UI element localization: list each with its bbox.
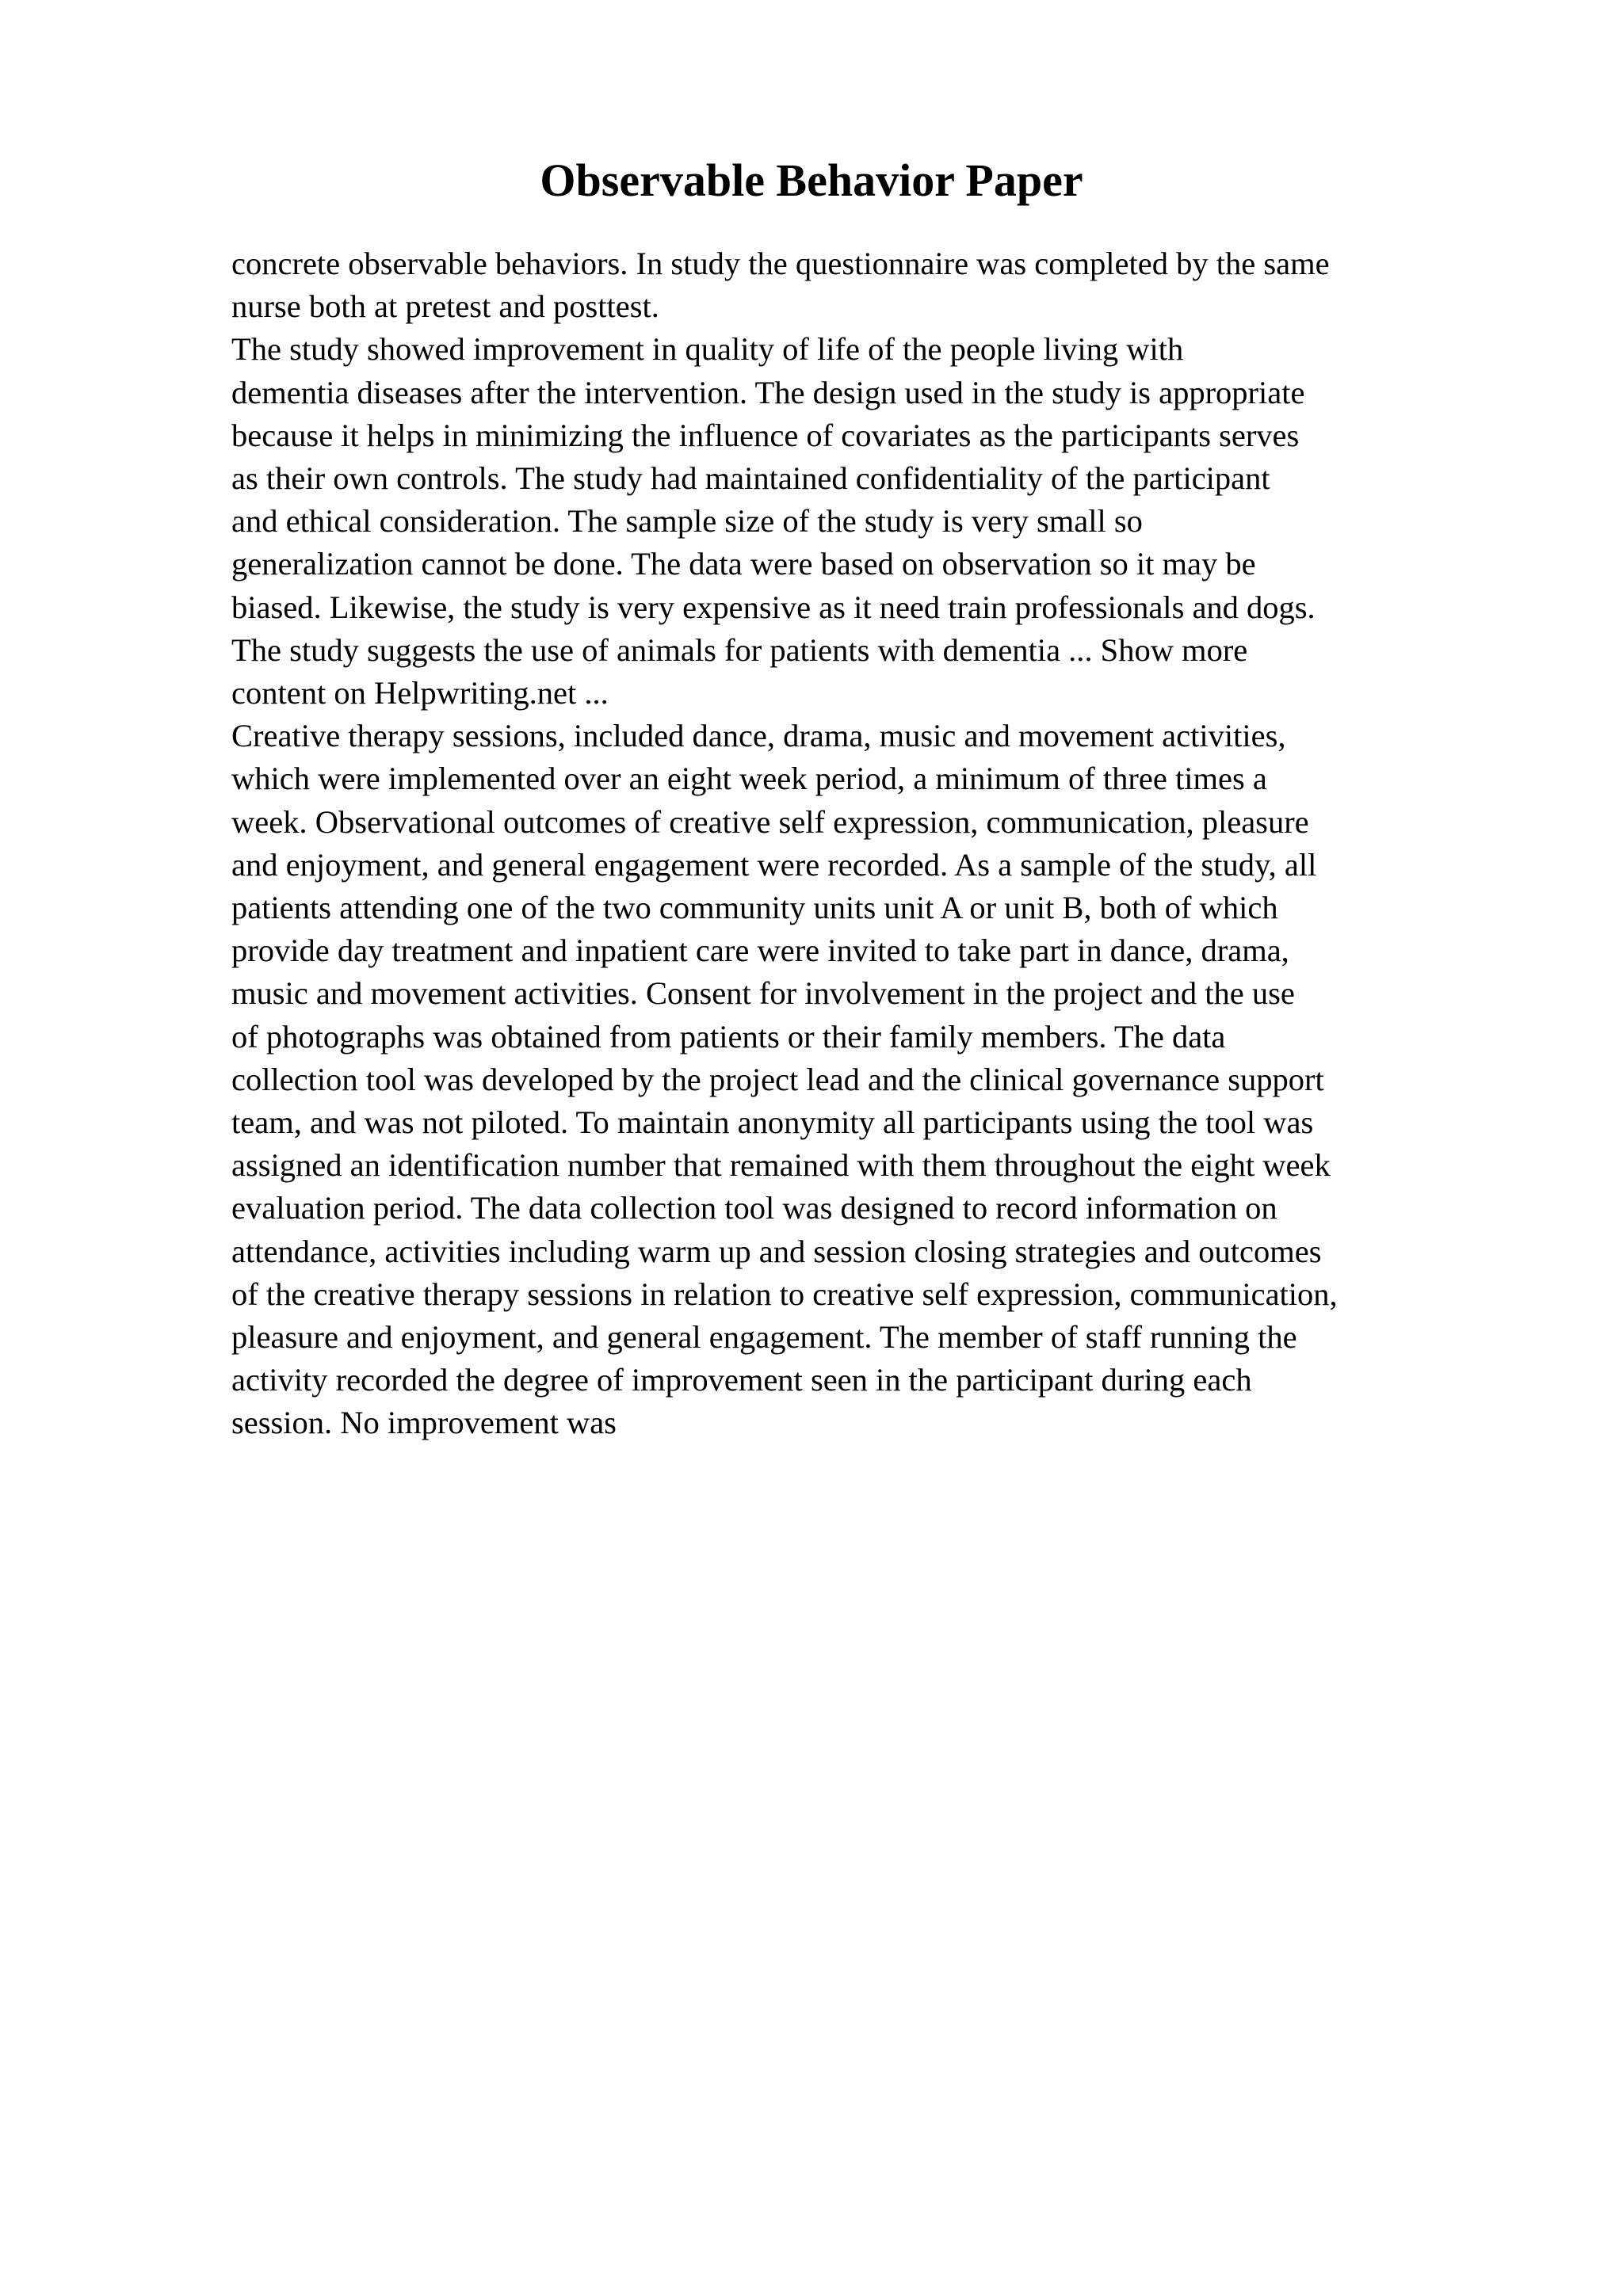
text-line: nurse both at pretest and posttest. <box>231 288 659 325</box>
text-line: because it helps in minimizing the influence of covariates as the participants serves <box>231 417 1300 453</box>
text-line: week. Observational outcomes of creative self expression, communication, pleasure <box>231 803 1309 840</box>
text-line: dementia diseases after the intervention. The design used in the study is appropriate <box>231 374 1305 410</box>
text-line: collection tool was developed by the project lead and the clinical governance support <box>231 1061 1324 1097</box>
text-line: activity recorded the degree of improvement seen in the participant during each <box>231 1362 1252 1398</box>
text-line: of photographs was obtained from patients or their family members. The data <box>231 1018 1226 1055</box>
text-line: evaluation period. The data collection tool was designed to record information on <box>231 1190 1277 1226</box>
text-line: which were implemented over an eight week period, a minimum of three times a <box>231 761 1267 797</box>
text-line: of the creative therapy sessions in relation to creative self expression, communication, <box>231 1276 1338 1312</box>
text-line: Creative therapy sessions, included dance, drama, music and movement activities, <box>231 718 1286 754</box>
page-title: Observable Behavior Paper <box>540 154 1083 206</box>
text-line: session. No improvement was <box>231 1405 617 1441</box>
text-line: provide day treatment and inpatient care were invited to take part in dance, drama, <box>231 933 1289 969</box>
text-line: The study showed improvement in quality of life of the people living with <box>231 331 1184 368</box>
text-line: patients attending one of the two community units unit A or unit B, both of which <box>231 890 1278 926</box>
text-line: pleasure and enjoyment, and general engagement. The member of staff running the <box>231 1319 1297 1356</box>
text-line: music and movement activities. Consent for involvement in the project and the use <box>231 975 1295 1012</box>
text-line: generalization cannot be done. The data were based on observation so it may be <box>231 546 1256 582</box>
text-line: and ethical consideration. The sample size of the study is very small so <box>231 503 1143 540</box>
text-line: The study suggests the use of animals for patients with dementia ... Show more <box>231 631 1248 668</box>
text-line: content on Helpwriting.net ... <box>231 675 609 711</box>
text-line: team, and was not piloted. To maintain anonymity all participants using the tool was <box>231 1104 1314 1141</box>
text-line: as their own controls. The study had maintained confidentiality of the participant <box>231 460 1270 497</box>
text-line: concrete observable behaviors. In study the questionnaire was completed by the same <box>231 246 1330 281</box>
text-line: and enjoyment, and general engagement were recorded. As a sample of the study, all <box>231 846 1317 883</box>
document-body <box>231 242 1531 1445</box>
text-line: biased. Likewise, the study is very expensive as it need train professionals and dogs. <box>231 589 1316 625</box>
text-line: assigned an identification number that remained with them throughout the eight week <box>231 1147 1331 1184</box>
text-line: attendance, activities including warm up and session closing strategies and outcomes <box>231 1233 1322 1269</box>
